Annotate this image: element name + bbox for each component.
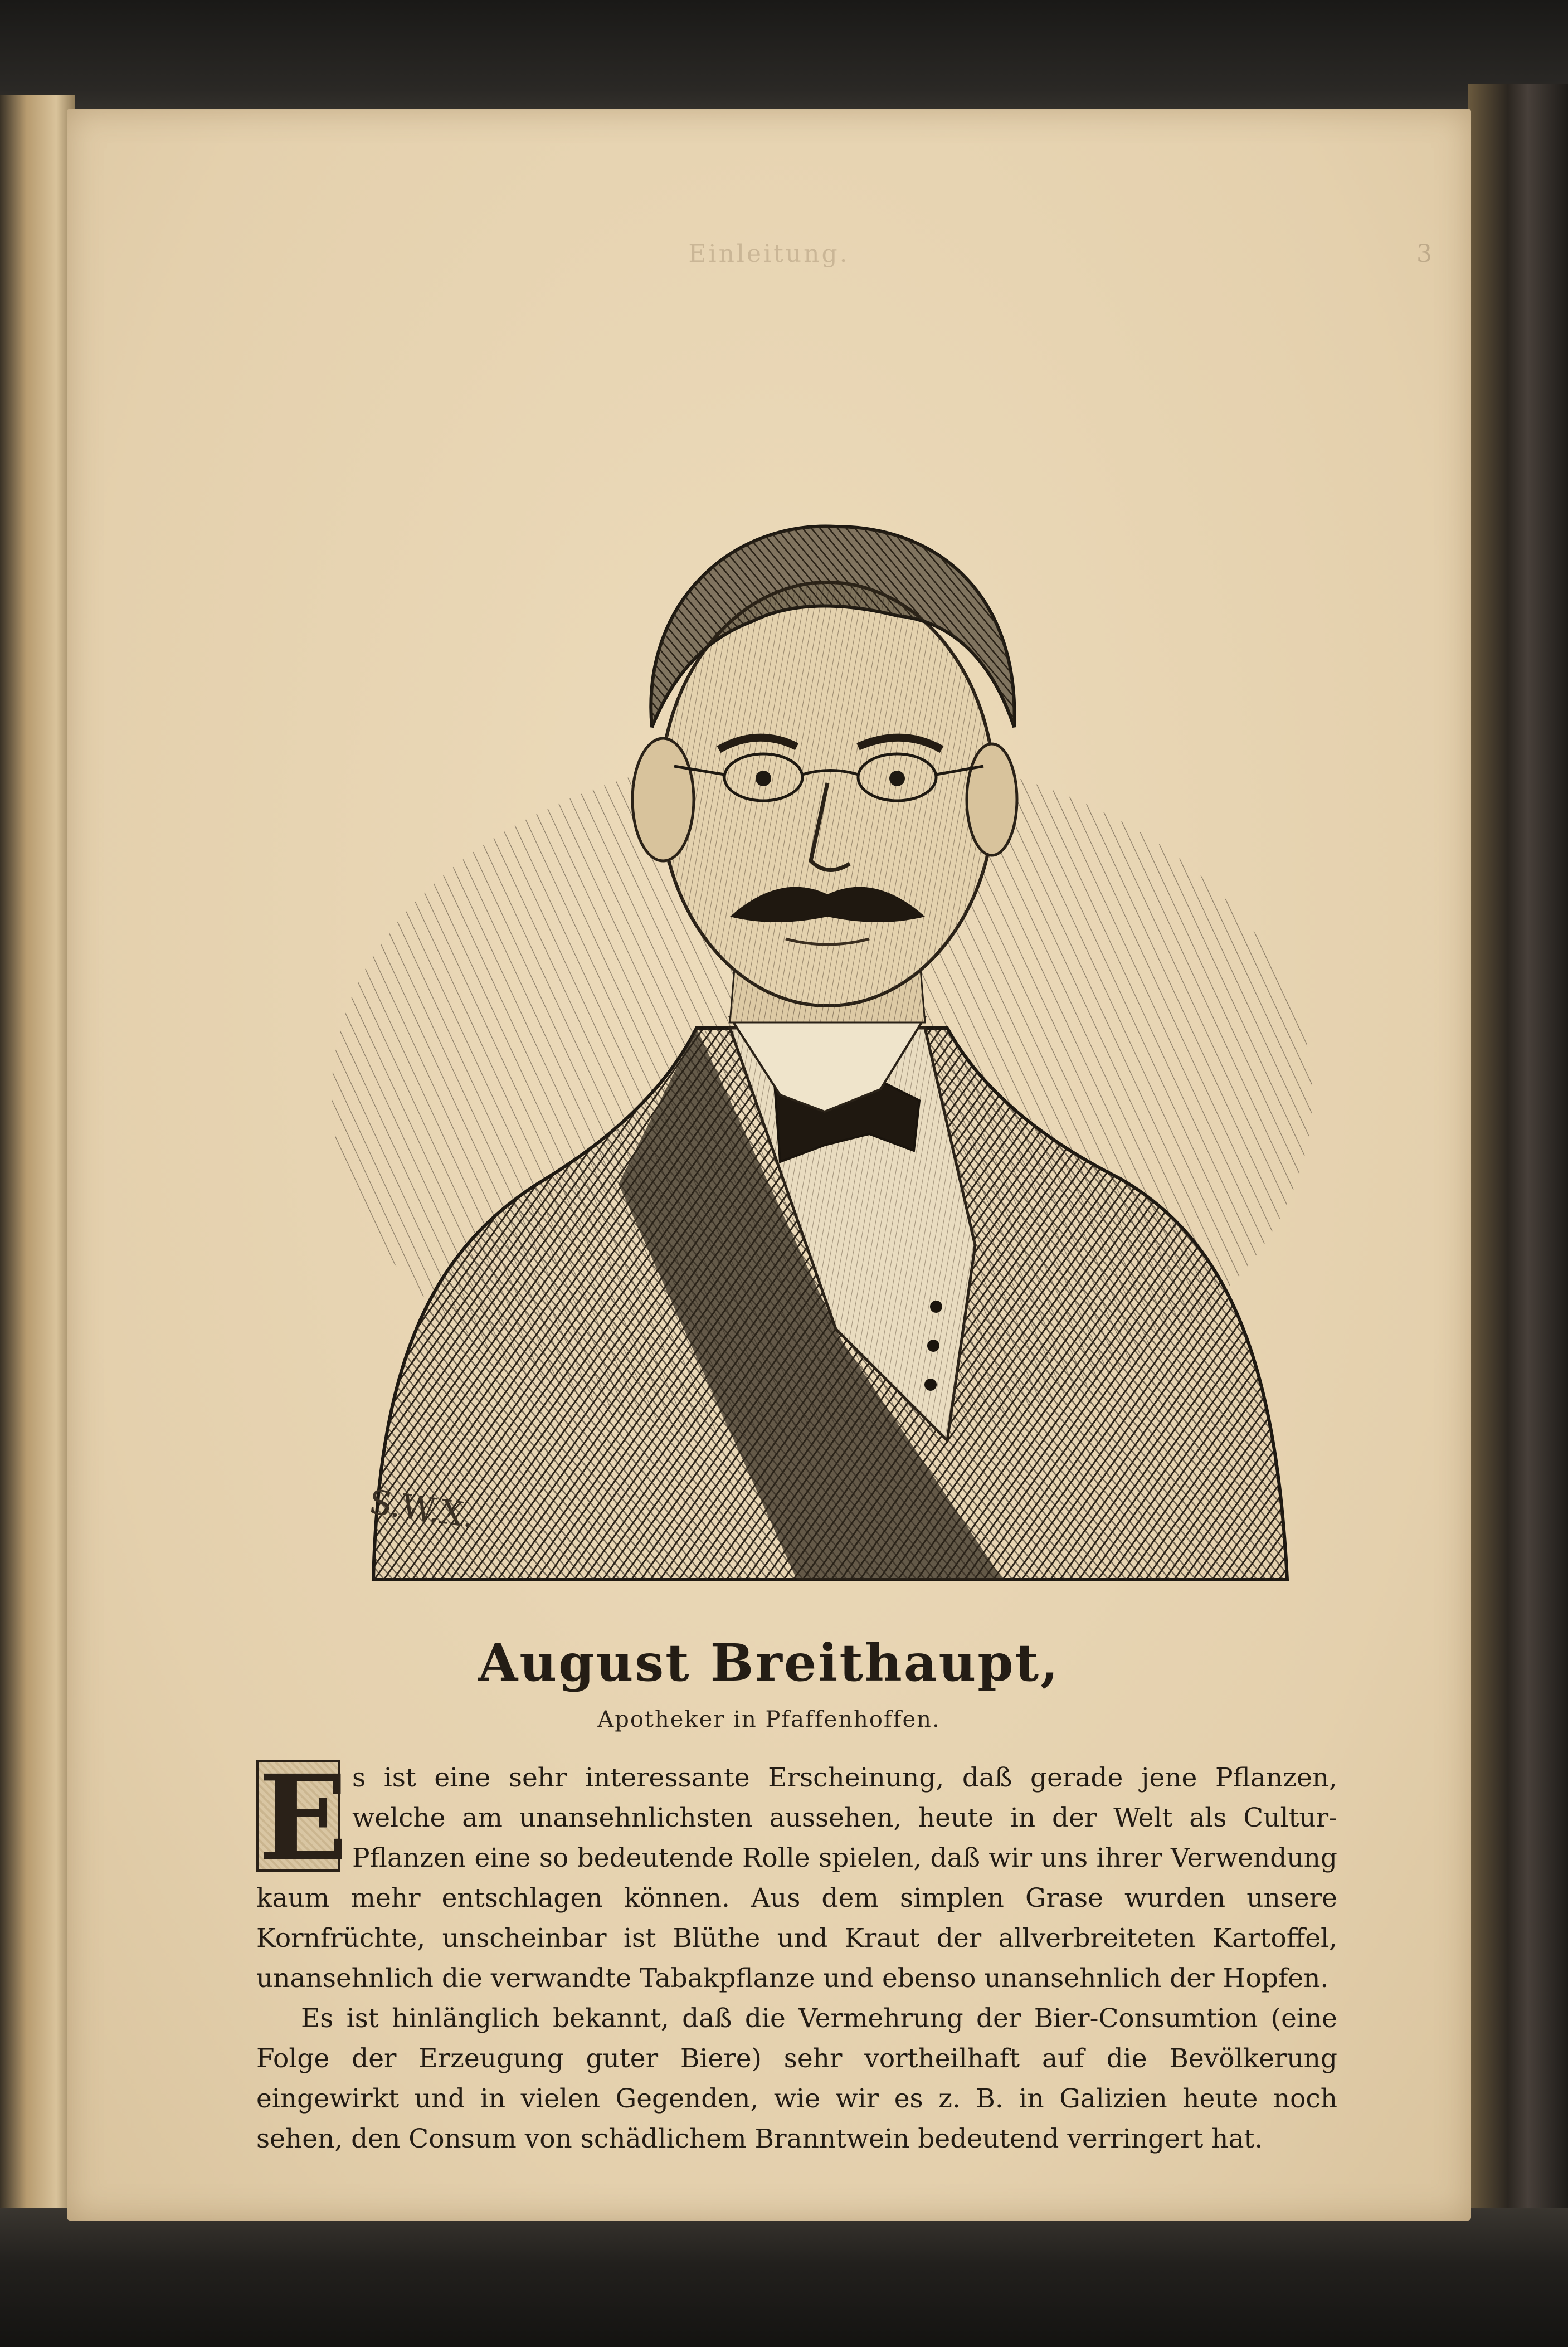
- paragraph-2: Es ist hinlänglich bekannt, daß die Vermehrung der Bier-Consumtion (eine Folge der Erzeugung guter Biere) sehr vortheilhaft auf die Bevölkerung eingewirkt und in vielen Gegenden, wie wir es z. B. in Galizien heute noch sehen, den Consum von schädlichem Branntwein bedeutend verringert hat.: [256, 2003, 1337, 2154]
- paragraph-1: [256, 1749, 1337, 1999]
- running-head-bleedthrough: Einleitung.: [688, 240, 850, 268]
- body-text: [256, 1749, 1337, 2159]
- book-binding-bottom: [0, 2208, 1568, 2347]
- drop-cap-initial: E: [256, 1760, 340, 1872]
- page-number-bleedthrough: 3: [1416, 240, 1432, 268]
- book-spine-left-page: [0, 95, 75, 2212]
- engraver-signature: S.W.X.: [366, 1482, 477, 1536]
- left-ear: [632, 738, 694, 861]
- paragraph-1-text: s ist eine sehr interessante Erscheinung, daß gerade jene Pflanzen, welche am unansehnlichsten aussehen, heute in der Welt als Cultur-Pflanzen eine so bedeutende Rolle spielen, daß wir uns ihrer Verwendung kaum mehr entschlagen können. Aus dem simplen Grase wurden unsere Kornfrüchte, unscheinbar ist Blüthe und Kraut der allverbreiteten Kartoffel, unansehnlich die verwandte Tabakpflanze und ebenso unansehnlich der Hopfen.: [256, 1762, 1337, 1994]
- right-ear: [967, 744, 1017, 855]
- engraved-portrait: [306, 437, 1337, 1613]
- portrait-name-heading: August Breithaupt,: [478, 1633, 1060, 1693]
- book-page-edges-right: [1468, 84, 1568, 2257]
- portrait-subtitle: Apotheker in Pfaffenhoffen.: [597, 1707, 941, 1732]
- book-page: [67, 109, 1471, 2221]
